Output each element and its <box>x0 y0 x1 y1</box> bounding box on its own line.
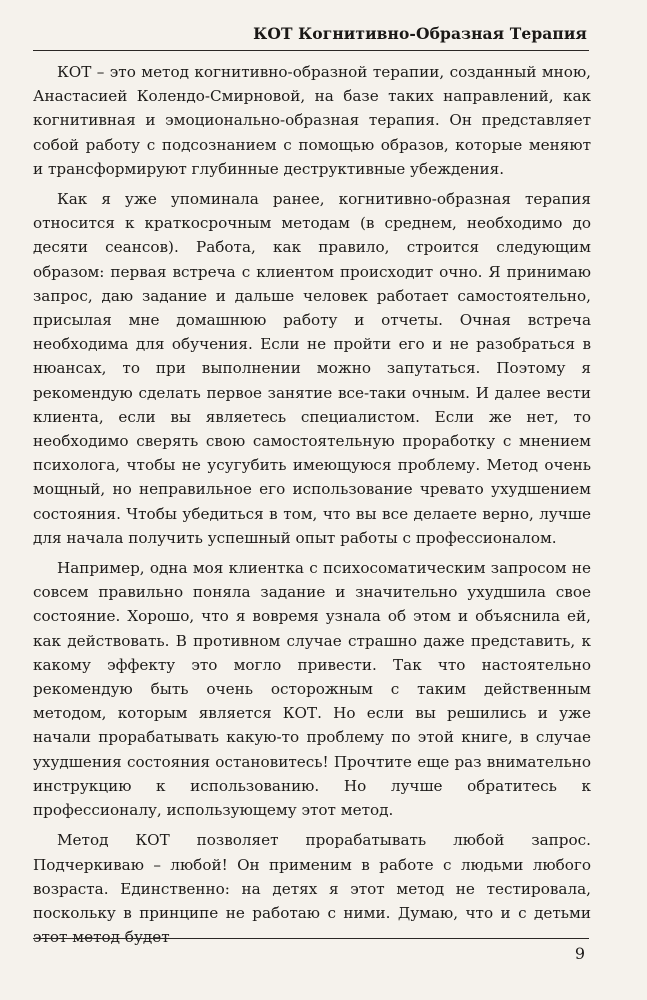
header-rule <box>33 50 589 51</box>
paragraph: Метод КОТ позволяет прорабатывать любой запрос. Подчеркиваю – любой! Он применим в работе с людьми любого возраста. Единственно: на детях я этот метод не тестировала, поскольку в принципе не работаю с ними. Думаю, что и с детьми этот метод будет <box>33 831 591 947</box>
body-text <box>33 60 591 955</box>
paragraph: КОТ – это метод когнитивно-образной терапии, созданный мною, Анастасией Колендо-Смирновой, на базе таких направлений, как когнитивная и эмоционально-образная терапия. Он представляет собой работу с подсознанием с помощью образов, которые меняют и трансформируют глубинные деструктивные убеждения. <box>33 63 591 178</box>
page-number: 9 <box>574 944 585 963</box>
running-head: КОТ Когнитивно-Образная Терапия <box>253 24 587 43</box>
paragraph: Как я уже упоминала ранее, когнитивно-образная терапия относится к краткосрочным методам (в среднем, необходимо до десяти сеансов). Работа, как правило, строится следующим образом: первая встреча с клиентом происходит очно. Я принимаю запрос, даю задание и дальше человек работает самостоятельно, присылая мне домашнюю работу и отчеты. Очная встреча необходима для обучения. Если не пройти его и не разобраться в нюансах, то при выполнении можно запутаться. Поэтому я рекомендую сделать первое занятие все-таки очным. И далее вести клиента, если вы являетесь специалистом. Если же нет, то необходимо сверять свою самостоятельную проработку с мнением психолога, чтобы не усугубить имеющуюся проблему. Метод очень мощный, но неправильное его использование чревато ухудшением состояния. Чтобы убедиться в том, что вы все делаете верно, лучше для начала получить успешный опыт работы с профессионалом. <box>33 190 591 547</box>
paragraph: Например, одна моя клиентка с психосоматическим запросом не совсем правильно поняла задание и значительно ухудшила свое состояние. Хорошо, что я вовремя узнала об этом и объяснила ей, как действовать. В противном случае страшно даже представить, к какому эффекту это могло привести. Так что настоятельно рекомендую быть очень осторожным с таким действенным методом, которым является КОТ. Но если вы решились и уже начали прорабатывать какую-то проблему по этой книге, в случае ухудшения состояния остановитесь! Прочтите еще раз внимательно инструкцию к использованию. Но лучше обратитесь к профессионалу, использующему этот метод. <box>33 559 591 820</box>
footer-rule <box>33 938 589 939</box>
